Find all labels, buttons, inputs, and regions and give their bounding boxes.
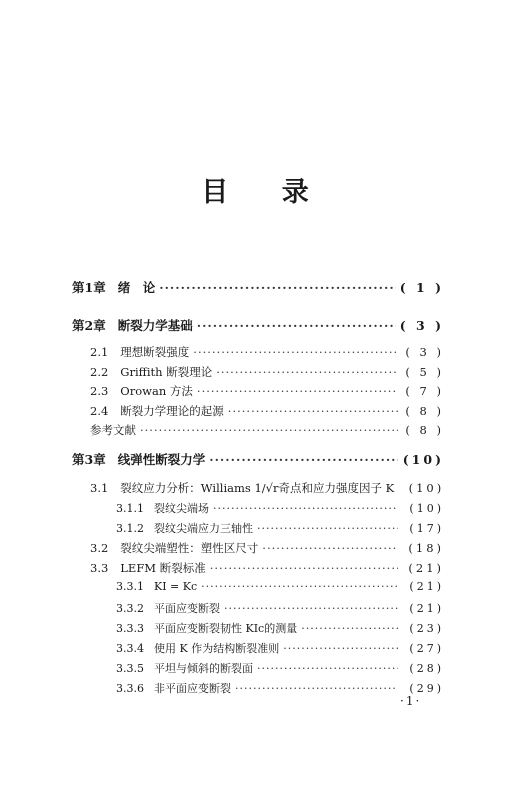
dot-leader (262, 541, 398, 555)
section-number: 2.1 (90, 345, 109, 359)
toc-chapter-2[interactable] (72, 316, 444, 334)
section-title: Griffith 断裂理论 (120, 365, 213, 379)
section-title: 断裂力学理论的起源 (120, 404, 224, 418)
page-folio: ·1· (400, 694, 422, 708)
section-title: 参考文献 (90, 423, 136, 437)
toc-section-3-2[interactable] (90, 540, 444, 556)
section-title: 裂纹尖端塑性：塑性区尺寸 (120, 541, 259, 555)
toc-section-3-3-6[interactable] (116, 680, 444, 696)
section-number: 2.4 (90, 404, 109, 418)
section-number: 3.1.1 (116, 502, 144, 515)
section-number: 2.3 (90, 384, 109, 398)
toc-section-3-1-1[interactable] (116, 500, 444, 516)
section-number: 3.3.3 (116, 622, 144, 635)
page-number: (10) (409, 502, 444, 515)
chapter-title: 断裂力学基础 (117, 318, 193, 333)
page-title: 目 录 (201, 177, 331, 208)
dot-leader (224, 602, 398, 615)
page-number: ( 7 ) (405, 384, 444, 398)
section-title: 平面应变断裂 (154, 602, 220, 615)
dot-leader (193, 345, 398, 359)
dot-leader (197, 318, 396, 333)
toc-section-2-4[interactable] (90, 403, 444, 419)
toc-section-3-3-3[interactable] (116, 620, 444, 636)
page-number: (29) (409, 682, 444, 695)
dot-leader (257, 662, 398, 675)
section-number: 2.2 (90, 365, 109, 379)
dot-leader (301, 622, 398, 635)
page-number: (27) (409, 642, 444, 655)
dot-leader (257, 522, 398, 535)
toc-section-3-3-4[interactable] (116, 640, 444, 656)
toc-section-3-3-5[interactable] (116, 660, 444, 676)
toc-section-3-1-2[interactable] (116, 520, 444, 536)
page-number: (21) (409, 580, 444, 593)
page-number: (21) (409, 602, 444, 615)
chapter-number: 第3章 (72, 452, 106, 467)
section-title: LEFM 断裂标准 (120, 561, 206, 575)
toc-chapter-3[interactable] (72, 450, 444, 468)
section-number: 3.1 (90, 481, 109, 495)
page-number: (17) (409, 522, 444, 535)
chapter-title: 线弹性断裂力学 (117, 452, 206, 467)
chapter-number: 第2章 (72, 318, 106, 333)
dot-leader (209, 452, 398, 467)
dot-leader (283, 642, 398, 655)
page-number: ( 8 ) (405, 423, 444, 437)
dot-leader (140, 423, 398, 437)
section-title: 非平面应变断裂 (154, 682, 231, 695)
page-number: ( 5 ) (405, 365, 444, 379)
page-number: (21) (408, 561, 444, 575)
toc-section-2-3[interactable] (90, 383, 444, 399)
toc-section-3-3[interactable] (90, 560, 444, 576)
section-title: 裂纹尖端应力三轴性 (154, 522, 253, 535)
dot-leader (216, 365, 398, 379)
toc-section-3-3-1[interactable] (116, 580, 444, 593)
page-number: (10) (408, 481, 445, 495)
section-title: 裂纹尖端场 (154, 502, 209, 515)
section-number: 3.1.2 (116, 522, 144, 535)
toc-section-3-1[interactable] (90, 480, 444, 496)
page-number: ( 1 ) (399, 280, 444, 295)
section-title: KI = Kc (154, 580, 198, 593)
dot-leader (159, 280, 396, 295)
page-number: (23) (409, 622, 444, 635)
dot-leader (235, 682, 398, 695)
section-title: 裂纹应力分析：Williams 1/√r奇点和应力强度因子 K (120, 481, 395, 495)
toc-section-2-2[interactable] (90, 364, 444, 380)
section-number: 3.3.4 (116, 642, 144, 655)
dot-leader (213, 502, 398, 515)
page-number: ( 3 ) (405, 345, 444, 359)
section-title: Orowan 方法 (120, 384, 193, 398)
section-number: 3.3.2 (116, 602, 144, 615)
section-title: 平面应变断裂韧性 KIc的测量 (154, 622, 298, 635)
section-number: 3.3.6 (116, 682, 144, 695)
section-title: 使用 K 作为结构断裂准则 (154, 642, 280, 655)
page-number: (10) (402, 452, 444, 467)
page-number: ( 3 ) (399, 318, 444, 333)
dot-leader (197, 384, 398, 398)
chapter-number: 第1章 (72, 280, 106, 295)
toc-section-2-1[interactable] (90, 344, 444, 360)
toc-references-ch2[interactable] (90, 422, 444, 438)
dot-leader (210, 561, 398, 575)
page-number: (28) (409, 662, 444, 675)
page-number: (18) (408, 541, 444, 555)
section-number: 3.3.5 (116, 662, 144, 675)
section-title: 理想断裂强度 (120, 345, 190, 359)
toc-section-3-3-2[interactable] (116, 600, 444, 616)
section-title: 平坦与倾斜的断裂面 (154, 662, 253, 675)
toc-chapter-1[interactable] (72, 278, 444, 296)
section-number: 3.2 (90, 541, 109, 555)
chapter-title: 绪 论 (117, 280, 156, 295)
dot-leader (201, 580, 398, 593)
page-number: ( 8 ) (405, 404, 444, 418)
section-number: 3.3.1 (116, 580, 144, 593)
section-number: 3.3 (90, 561, 109, 575)
dot-leader (228, 404, 398, 418)
